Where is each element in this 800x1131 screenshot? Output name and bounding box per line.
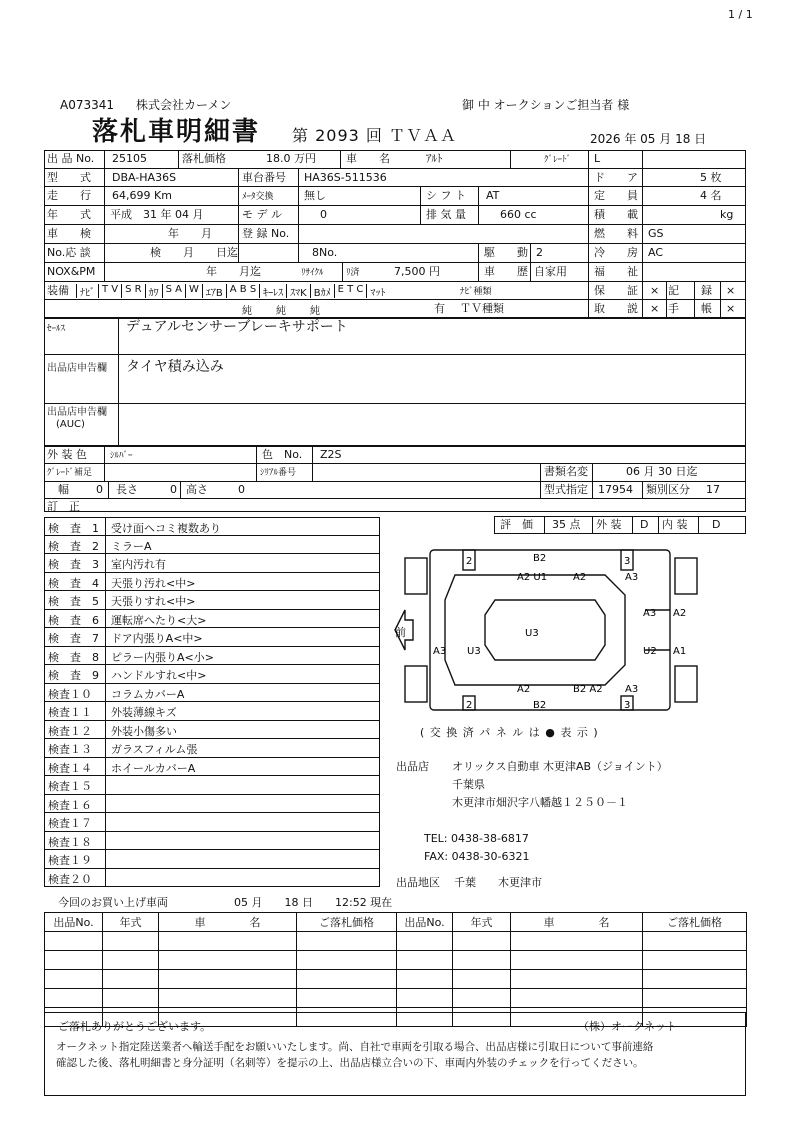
inspection-label: 検査１４	[48, 761, 92, 775]
type-value: 17954	[598, 483, 633, 496]
warranty-label: 保 証	[594, 284, 638, 297]
cabin-outline	[485, 600, 605, 660]
displacement-value: 660 cc	[500, 208, 537, 221]
notice-line-2: 確認した後、落札明細書と身分証明（名刺等）を提示の上、出品店様立合いの下、車両内外装のチェックを行ってください。	[56, 1057, 644, 1069]
mark-9: U3	[525, 628, 539, 639]
equipment-list	[76, 284, 516, 298]
rear-left-wheel	[675, 558, 697, 594]
inspection-text: ドア内張りA<中>	[111, 632, 203, 645]
nox-value: 年 月迄	[206, 265, 261, 278]
column-header: 出品No.	[397, 913, 453, 932]
inspection-text: ピラー内張りA<小>	[111, 650, 214, 664]
inspection-text: 運転席へたり<大>	[111, 613, 207, 627]
equipment-item: W	[185, 284, 202, 298]
docs-label: 書類名変	[544, 465, 588, 478]
inspection-row	[44, 517, 380, 536]
purchases-title: 今回のお買い上げ車両	[58, 896, 168, 909]
seller-pref: 千葉県	[452, 778, 485, 791]
column-header: 出品No.	[45, 913, 103, 932]
column-header: 年式	[453, 913, 511, 932]
meter-value: 無し	[304, 189, 326, 202]
recycle-status: ﾘ済	[346, 268, 360, 278]
column-header: ご落札価格	[297, 913, 397, 932]
inspection-row	[44, 610, 380, 629]
damage-diagram	[385, 540, 720, 720]
table-row	[45, 989, 747, 1008]
inspection-row	[44, 832, 380, 851]
grade-note-label: ｸﾞﾚｰﾄﾞ補足	[47, 468, 93, 478]
capacity-value: 4 名	[700, 189, 722, 202]
purchases-table	[44, 912, 747, 1027]
region-value: 千葉 木更津市	[454, 876, 542, 889]
fuel-value: GS	[648, 227, 664, 240]
mark-11: U3	[467, 646, 481, 657]
inspection-text: ガラスフィルム張	[111, 743, 198, 756]
equipment-item: E T C	[334, 284, 367, 298]
inspection-row	[44, 536, 380, 555]
handbook-label: 手 帳	[668, 302, 712, 315]
front-left-wheel	[405, 558, 427, 594]
mark-5: A2	[573, 572, 587, 583]
inspection-label: 検 査 7	[48, 632, 99, 645]
modelchange-label: モ デ ル	[242, 208, 282, 221]
equipment-value: 純	[276, 306, 286, 317]
inspection-row	[44, 739, 380, 758]
inspection-label: 検 査 2	[48, 539, 99, 553]
equipment-item: ﾅﾋﾞ	[76, 284, 98, 298]
welfare-label: 福 祉	[594, 265, 638, 278]
document-date: 2026 年 05 月 18 日	[590, 132, 707, 146]
equipment-item: ｽﾏK	[286, 284, 310, 298]
model-value: DBA-HA36S	[112, 171, 177, 184]
inspection-row	[44, 869, 380, 888]
meter-label: ﾒｰﾀ交換	[242, 192, 274, 202]
displacement-label: 排 気 量	[426, 208, 466, 221]
year-value: 平成 31 年 04 月	[110, 208, 204, 221]
inspection-row	[44, 665, 380, 684]
inspection-divider	[105, 721, 106, 739]
correction-label: 訂 正	[47, 500, 80, 513]
equipment-item: Bｶﾒ	[310, 284, 334, 298]
nox-label: NOX&PM	[47, 265, 96, 278]
report2-label: 出品店申告欄	[47, 407, 107, 418]
color-value: ｼﾙﾊﾞｰ	[110, 451, 133, 461]
inspection-divider	[105, 684, 106, 702]
thanks-text: ご落札ありがとうございます。	[58, 1020, 212, 1033]
document-title: 落札車明細書	[92, 117, 261, 147]
exterior-label: 外 装	[596, 518, 622, 531]
mark-16: A3	[625, 684, 639, 695]
inspection-divider	[105, 591, 106, 609]
mark-13: A1	[673, 646, 687, 657]
docs-value: 06 月 30 日迄	[626, 465, 698, 478]
remarks-section	[44, 318, 746, 446]
seller-name: オリックス自動車 木更津AB（ジョイント）	[452, 760, 668, 773]
diagram-note: ( 交 換 済 パ ネ ル は ● 表 示 )	[420, 726, 599, 739]
chassis-label: 車台番号	[242, 171, 286, 184]
compliance-label: No.応 談	[47, 246, 91, 259]
equipment-values	[230, 302, 350, 316]
inspection-divider	[105, 758, 106, 776]
door-value: 5 枚	[700, 171, 722, 184]
equipment-item: ｶﾜ	[145, 284, 162, 298]
warranty-value: ×	[650, 284, 660, 297]
table-row	[45, 951, 747, 970]
inspection-list	[44, 517, 380, 887]
fuel-label: 燃 料	[594, 227, 638, 240]
history-label: 車 歴	[484, 265, 528, 278]
mileage-label: 走 行	[47, 189, 91, 202]
type-label: 型式指定	[544, 483, 588, 496]
inspection-label: 検査１９	[48, 854, 92, 867]
inspection-divider	[105, 813, 106, 831]
manual-label: 取 説	[594, 302, 638, 315]
handbook-value: ×	[726, 302, 736, 315]
inspection-label: 検 査 1	[48, 522, 99, 535]
inspection-row	[44, 813, 380, 832]
inspection-divider	[105, 795, 106, 813]
inspection-divider	[105, 702, 106, 720]
tv-type-value: 有	[434, 302, 445, 315]
front-label: 前	[395, 626, 406, 639]
lot-label: 出 品 No.	[47, 152, 95, 165]
inspection-label: 検査１８	[48, 835, 92, 849]
mark-1: 2	[466, 556, 473, 567]
seller-label: 出品店	[396, 760, 429, 773]
lot-number: 25105	[112, 152, 147, 165]
price-value: 18.0 万円	[266, 152, 316, 165]
inspection-row	[44, 776, 380, 795]
equipment-item: T V	[98, 284, 121, 298]
equipment-item: ｷｰﾚｽ	[259, 284, 286, 298]
inspection-divider	[105, 850, 106, 868]
inspection-row	[44, 850, 380, 869]
inspection-row	[44, 554, 380, 573]
inspection-divider	[105, 573, 106, 591]
inspection-label: 検 査 4	[48, 576, 99, 590]
eight-no: 8No.	[312, 246, 338, 259]
inspection-row	[44, 591, 380, 610]
door-label: ド ア	[594, 171, 638, 184]
rear-right-wheel	[675, 666, 697, 702]
price-label: 落札価格	[182, 152, 226, 165]
mark-14: A2	[517, 684, 531, 695]
serial-label: ｼﾘｱﾙ番号	[260, 468, 297, 478]
inspection-row	[44, 647, 380, 666]
color-label: 外 装 色	[47, 448, 87, 461]
recycle-label: ﾘｻｲｸﾙ	[301, 268, 324, 278]
ac-label: 冷 房	[594, 246, 638, 259]
height-value: 0	[238, 483, 245, 496]
inspection-text: コラムカバーA	[111, 687, 185, 701]
equipment-item: A B S	[226, 284, 259, 298]
inspection-label: 検査１６	[48, 798, 92, 812]
inspection-label: 検 査 3	[48, 558, 99, 571]
equipment-label: 装備	[47, 284, 69, 297]
inspection-divider	[105, 739, 106, 757]
seller-fax: FAX: 0438-30-6321	[424, 850, 530, 863]
year-label: 年 式	[47, 208, 91, 221]
capacity-label: 定 員	[594, 189, 638, 202]
inspection-label: 検 査 5	[48, 595, 99, 608]
drive-value: 2	[536, 246, 543, 259]
inspection-row	[44, 573, 380, 592]
page-number: 1 / 1	[728, 8, 753, 21]
inspection-label: 検査１１	[48, 706, 92, 719]
rating-label: 評 価	[500, 518, 533, 531]
inspection-label: 車 検	[47, 227, 91, 240]
color-no-label: 色 No.	[262, 448, 303, 461]
width-label: 幅	[58, 483, 69, 496]
inspection-label: 検査２０	[48, 872, 92, 886]
mark-8: A2	[673, 608, 687, 619]
mark-18: B2	[533, 700, 547, 711]
equipment-item: ﾏｯﾄ	[366, 284, 388, 298]
column-header: 車 名	[159, 913, 297, 932]
seller-tel: TEL: 0438-38-6817	[424, 832, 529, 845]
equipment-value: 純	[310, 306, 320, 317]
footer-company: （株）オークネット	[578, 1020, 677, 1033]
mileage-value: 64,699 Km	[112, 189, 172, 202]
length-value: 0	[170, 483, 177, 496]
grade-label: ｸﾞﾚｰﾄﾞ	[544, 155, 572, 165]
table-row	[45, 932, 747, 951]
compliance-value: 検 月 日迄	[150, 246, 238, 259]
inspection-divider	[105, 647, 106, 665]
equipment-item: S A	[162, 284, 185, 298]
ac-value: AC	[648, 246, 664, 259]
inspection-row	[44, 721, 380, 740]
inspection-row	[44, 684, 380, 703]
inspection-label: 検査１７	[48, 817, 92, 830]
mark-19: 3	[624, 700, 631, 711]
notice-line-1: オークネット指定陸送業者へ輸送手配をお願いいたします。尚、自社で車両を引取る場合、出品店様に引取日について事前連絡	[56, 1041, 654, 1053]
navi-type-label: ﾅﾋﾞ種類	[460, 287, 492, 297]
recycle-value: 7,500 円	[394, 265, 440, 278]
inspection-row	[44, 795, 380, 814]
inspection-text: ミラーA	[111, 539, 152, 553]
mark-10: A3	[433, 646, 447, 657]
inspection-label: 検査１２	[48, 724, 92, 738]
inspection-label: 検 査 8	[48, 650, 99, 664]
inspection-row	[44, 628, 380, 647]
color-section	[44, 446, 746, 512]
class-label: 類別区分	[646, 483, 690, 496]
exterior-grade: D	[640, 518, 649, 531]
front-right-wheel	[405, 666, 427, 702]
modelchange-value: 0	[320, 208, 327, 221]
column-header: ご落札価格	[643, 913, 747, 932]
purchases-header-row	[45, 913, 747, 932]
width-value: 0	[96, 483, 103, 496]
equipment-value: 純	[242, 306, 252, 317]
length-label: 長さ	[116, 483, 138, 496]
chassis-value: HA36S-511536	[304, 171, 387, 184]
interior-grade: D	[712, 518, 721, 531]
record-value: ×	[726, 284, 736, 297]
inspection-text: 天張りすれ<中>	[111, 595, 196, 608]
load-value: kg	[720, 208, 734, 221]
inspection-divider	[105, 518, 106, 535]
history-value: 自家用	[534, 265, 567, 278]
inspection-row	[44, 758, 380, 777]
inspection-label: 検査１０	[48, 687, 92, 701]
inspection-text: ホイールカバーA	[111, 761, 196, 775]
report2-sublabel: (AUC)	[56, 419, 85, 430]
mark-12: U2	[643, 646, 657, 657]
inspection-label: 検査１３	[48, 743, 92, 756]
inspection-text: 天張り汚れ<中>	[111, 576, 196, 590]
drive-label: 駆 動	[484, 246, 528, 259]
shift-label: シ フ ト	[426, 189, 466, 202]
load-label: 積 載	[594, 208, 638, 221]
inspection-value: 年 月	[168, 227, 212, 240]
manual-value: ×	[650, 302, 660, 315]
inspection-divider	[105, 776, 106, 794]
inspection-divider	[105, 665, 106, 683]
car-name-label: 車 名	[346, 152, 390, 165]
region-label: 出品地区	[396, 876, 440, 889]
column-header: 車 名	[511, 913, 643, 932]
member-id: A073341	[60, 98, 115, 112]
session-info: 第 2093 回 ＴＶＡＡ	[292, 126, 457, 145]
inspection-divider	[105, 869, 106, 887]
mark-7: A3	[643, 608, 657, 619]
company-name: 株式会社カーメン	[136, 98, 232, 112]
inspection-text: 室内汚れ有	[111, 558, 166, 571]
height-label: 高さ	[186, 483, 208, 496]
inspection-label: 検査１５	[48, 780, 92, 793]
mark-3: 3	[624, 556, 631, 567]
inspection-divider	[105, 628, 106, 646]
report1-text: タイヤ積み込み	[126, 359, 224, 375]
mark-6: A3	[625, 572, 639, 583]
inspection-text: 外装小傷多い	[111, 724, 177, 738]
report1-label: 出品店申告欄	[47, 363, 107, 374]
equipment-item: S R	[121, 284, 144, 298]
inspection-divider	[105, 610, 106, 628]
record-label: 記 録	[668, 284, 712, 297]
rating-score: 35 点	[552, 518, 581, 531]
inspection-text: 外装薄線キズ	[111, 706, 177, 719]
purchases-time: 05 月 18 日 12:52 現在	[234, 896, 393, 909]
registration-label: 登 録 No.	[242, 227, 290, 240]
recipient: 御 中 オークションご担当者 様	[462, 98, 630, 112]
mark-15: B2 A2	[573, 684, 603, 695]
sales-text: デュアルセンサーブレーキサポート	[126, 319, 348, 335]
mark-17: 2	[466, 700, 473, 711]
inspection-divider	[105, 554, 106, 572]
sales-label: ｾｰﾙｽ	[47, 324, 66, 334]
inspection-text: ハンドルすれ<中>	[111, 669, 207, 682]
grade-value: L	[594, 152, 601, 165]
equipment-item: ｴｱB	[202, 284, 226, 298]
mark-4: A2 U1	[517, 572, 548, 583]
tv-type-label: ＴＶ種類	[460, 302, 504, 315]
interior-label: 内 装	[662, 518, 688, 531]
class-value: 17	[706, 483, 720, 496]
table-row	[45, 970, 747, 989]
inspection-text: 受け面ヘコミ複数あり	[111, 522, 221, 535]
model-label: 型 式	[47, 171, 91, 184]
inspection-divider	[105, 536, 106, 554]
inspection-label: 検 査 6	[48, 613, 99, 627]
inspection-row	[44, 702, 380, 721]
seller-address: 木更津市畑沢字八幡越１２５０－１	[452, 796, 628, 809]
shift-value: AT	[486, 189, 500, 202]
mark-2: B2	[533, 553, 547, 564]
car-name: ｱﾙﾄ	[426, 152, 443, 165]
color-no-value: Z2S	[320, 448, 342, 461]
column-header: 年式	[103, 913, 159, 932]
inspection-label: 検 査 9	[48, 669, 99, 682]
inspection-divider	[105, 832, 106, 850]
